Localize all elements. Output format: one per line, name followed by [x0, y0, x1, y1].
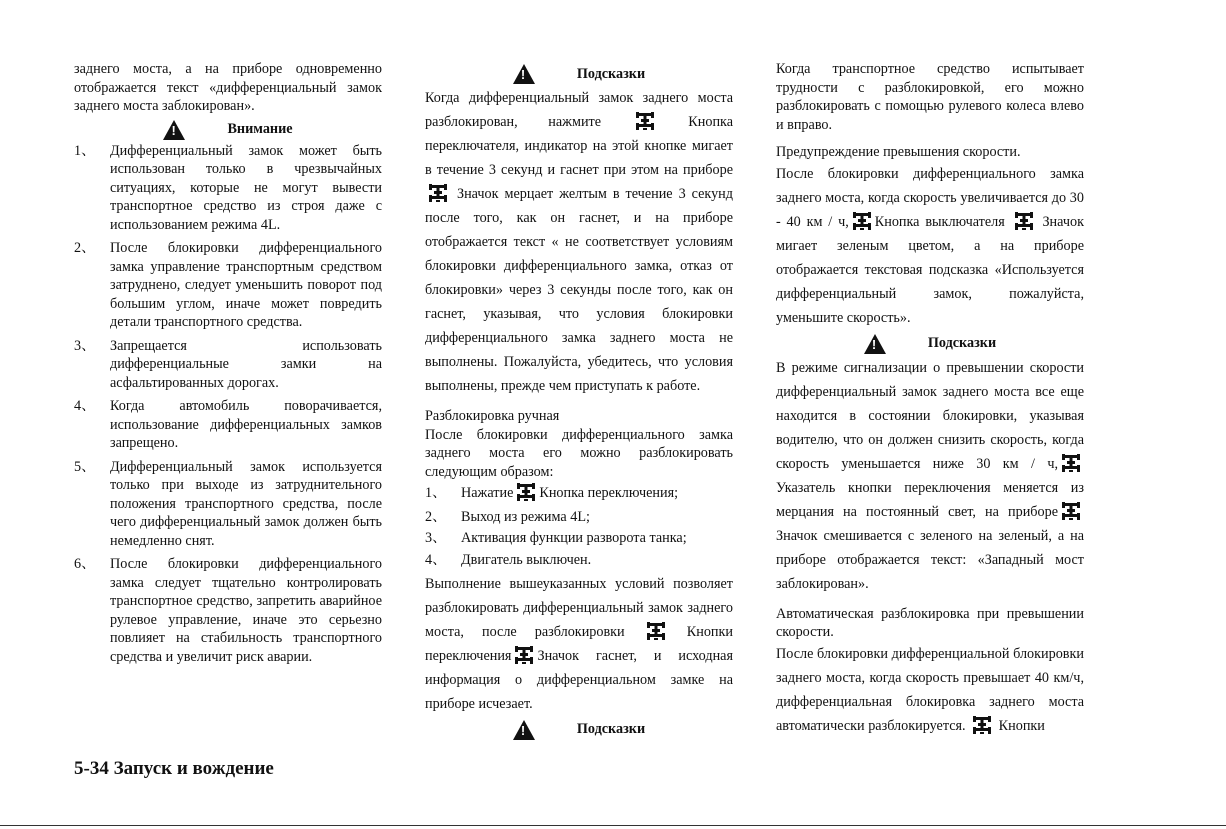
list-text	[461, 481, 733, 505]
differential-lock-icon	[645, 621, 667, 641]
hint-header-2	[425, 719, 733, 741]
hint3-text-3: Значок смешивается с зеленого на зеленый, а на приборе отображается текст: «Западный мост заблокирован».	[776, 527, 1084, 592]
list-item	[74, 337, 382, 393]
hint-text-3: Значок мерцает желтым в течение 3 секунд после того, как он гаснет, и на приборе отображается текст « не соответствует условиям блокировки дифференциального замка, отказ от блокировки» через 3 секунды после того, как он гаснет, указывая, что условия блокировки дифференциального замка заднего моста не выполнены. Пожалуйста, убедитесь, что условия выполнены, прежде чем приступать к работе.	[425, 186, 733, 394]
list-item	[74, 555, 382, 666]
list-item	[425, 548, 733, 572]
list-item	[425, 529, 733, 548]
list-text: Запрещается использовать дифференциальные замки на асфальтированных дорогах.	[110, 337, 382, 391]
differential-lock-icon	[971, 715, 993, 735]
auto-text-1: После блокировки дифференциальной блокировки заднего моста, когда скорость превышает 40 км/ч, дифференциальная блокировка заднего моста автоматически разблокируется.	[776, 645, 1084, 734]
differential-lock-icon	[515, 482, 537, 502]
manual-unlock-title: Разблокировка ручная	[425, 408, 560, 424]
hint-title-3: Подсказки	[927, 335, 997, 352]
list-item	[74, 239, 382, 332]
after-text-1: Выполнение вышеуказанных условий позволяет разблокировать дифференциальный замок заднего моста, после разблокировки	[425, 575, 733, 640]
hint-title: Подсказки	[576, 65, 646, 82]
list-item	[425, 481, 733, 505]
speed-warning-title: Предупреждение превышения скорости.	[776, 144, 1021, 160]
list-text: Когда автомобиль поворачивается, использование дифференциальных замков запрещено.	[110, 398, 382, 451]
list-number: 2、	[74, 240, 96, 256]
list-number: 4、	[425, 551, 447, 568]
attention-title: Внимание	[227, 121, 293, 138]
hint3-text-2: Указатель кнопки переключения меняется из мерцания на постоянный свет, на приборе	[776, 479, 1084, 520]
warning-triangle-icon	[513, 720, 535, 740]
list-number: 6、	[74, 556, 96, 572]
hint-header	[425, 63, 733, 85]
list-number: 2、	[425, 509, 447, 525]
attention-list	[74, 142, 382, 667]
column-left	[74, 60, 382, 666]
hint-header-3	[776, 333, 1084, 355]
list-text: После блокировки дифференциального замка управление транспортным средством затруднено, следует уменьшить поворот под большим углом, иначе может повредить детали транспортного средства.	[110, 240, 382, 330]
speed-warning-paragraph	[776, 162, 1084, 330]
speed-text-3: Значок мигает зеленым цветом, а на приборе отображается текстовая подсказка «Используется дифференциальный замок, пожалуйста, уменьшите скорость».	[776, 213, 1084, 326]
speed-text-2: Кнопка выключателя	[874, 213, 1005, 230]
differential-lock-icon	[1013, 211, 1035, 231]
differential-lock-icon	[851, 211, 873, 231]
list-number: 3、	[425, 530, 447, 546]
auto-unlock-paragraph	[776, 642, 1084, 738]
list-text: Активация функции разворота танка;	[461, 530, 687, 546]
differential-lock-icon	[634, 111, 656, 131]
after-text-3: Значок гаснет, и исходная информация о дифференциальном замке на приборе исчезает.	[425, 647, 733, 712]
list-text: Дифференциальный замок может быть использован только в чрезвычайных ситуациях, которые не могут вывести транспортное средство из строя даже с использованием режима 4L.	[110, 142, 382, 233]
hint-paragraph	[425, 86, 733, 398]
page-footer: 5-34 Запуск и вождение	[74, 758, 274, 779]
auto-unlock-title: Автоматическая разблокировка при превышении скорости.	[776, 605, 1084, 640]
differential-lock-icon	[1060, 501, 1082, 521]
list-item	[74, 142, 382, 235]
warning-triangle-icon	[163, 120, 185, 140]
list-text: Выход из режима 4L;	[461, 509, 590, 525]
list-number: 1、	[425, 485, 447, 501]
list-number: 5、	[74, 458, 96, 475]
list-text: Двигатель выключен.	[461, 551, 592, 568]
speed-text-1: После блокировки дифференциального замка заднего моста, когда скорость увеличивается до 30 - 40 км / ч,	[776, 165, 1084, 230]
column-middle	[425, 60, 733, 742]
attention-header	[74, 119, 382, 141]
list-item	[425, 505, 733, 529]
differential-lock-icon	[427, 183, 449, 203]
list-number: 3、	[74, 337, 96, 354]
bottom-rule	[0, 825, 1226, 826]
intro-paragraph: заднего моста, а на приборе одновременно отображается текст «дифференциальный замок заднего моста заблокирован».	[74, 61, 382, 114]
list-text: После блокировки дифференциального замка следует тщательно контролировать транспортное средство, запретить аварийное рулевое управление, иначе это серьезно повлияет на стабильность транспортного средства и увеличит риск аварии.	[110, 556, 382, 665]
list-item	[74, 458, 382, 551]
hint3-text-1: В режиме сигнализации о превышении скорости дифференциальный замок заднего моста все еще находится в состоянии блокировки, указывая водителю, что он должен снизить скорость, когда скорость уменьшается ниже 30 км / ч,	[776, 359, 1084, 472]
hint-title-2: Подсказки	[576, 721, 646, 738]
auto-text-2: Кнопки	[998, 717, 1045, 734]
unlock-difficulty-paragraph: Когда транспортное средство испытывает трудности с разблокировкой, его можно разблокировать с помощью рулевого колеса влево и вправо.	[776, 61, 1084, 133]
differential-lock-icon	[1060, 453, 1082, 473]
after-unlock-paragraph	[425, 572, 733, 716]
list-number: 1、	[74, 142, 96, 159]
manual-unlock-intro: После блокировки дифференциального замка заднего моста его можно разблокировать следующим образом:	[425, 426, 733, 480]
step-text-post: Кнопка переключения;	[539, 485, 679, 501]
list-text: Дифференциальный замок используется только при выходе из затруднительного положения транспортного средства, после чего дифференциальный замок должен быть немедленно снят.	[110, 458, 382, 549]
list-number: 4、	[74, 398, 96, 414]
step-text-pre: Нажатие	[461, 485, 514, 501]
list-item	[74, 397, 382, 453]
column-right	[776, 60, 1084, 738]
warning-triangle-icon	[513, 64, 535, 84]
hint-text-1: Когда дифференциальный замок заднего моста разблокирован, нажмите	[425, 90, 733, 130]
hint-text-2: Кнопка переключателя, индикатор на этой кнопке мигает в течение 3 секунд и гаснет при этом на приборе	[425, 114, 734, 178]
after-text-2: Кнопки переключения	[425, 623, 734, 664]
differential-lock-icon	[513, 645, 535, 665]
hint-paragraph-3	[776, 356, 1084, 596]
warning-triangle-icon	[864, 334, 886, 354]
